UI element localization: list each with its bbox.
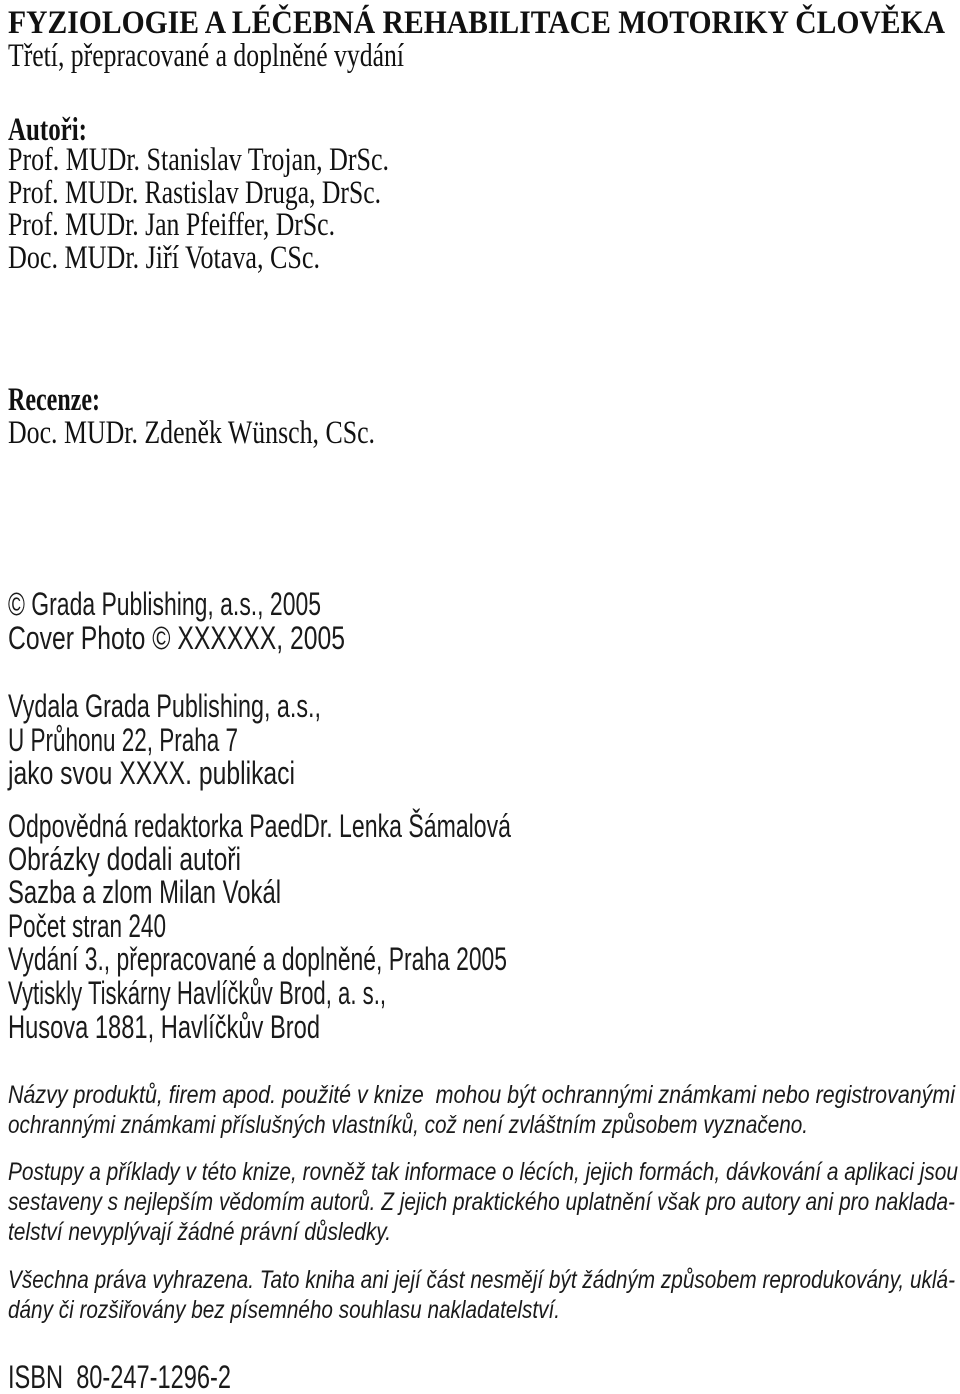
author-name: Prof. MUDr. Stanislav Trojan, DrSc. (8, 142, 389, 178)
reviewers-label: Recenze: (8, 382, 100, 418)
credit-line: Vytiskly Tiskárny Havlíčkův Brod, a. s., (8, 975, 386, 1011)
credit-line: Husova 1881, Havlíčkův Brod (8, 1009, 320, 1045)
credit-line: Vydání 3., přepracované a doplněné, Praha 2005 (8, 941, 507, 977)
notice-line: Postupy a příklady v této knize, rovněž tak informace o lécích, jejich formách, dávkování a aplikaci jsou (8, 1158, 958, 1186)
author-name: Doc. MUDr. Jiří Votava, CSc. (8, 240, 320, 276)
notice-line: ochrannými známkami příslušných vlastníků, což není zvláštním způsobem vyznačeno. (8, 1111, 808, 1139)
credit-line: Sazba a zlom Milan Vokál (8, 874, 281, 910)
notice-line: Všechna práva vyhrazena. Tato kniha ani její část nesmějí být žádným způsobem reprodukovány, uklá- (8, 1266, 955, 1294)
author-name: Prof. MUDr. Jan Pfeiffer, DrSc. (8, 207, 335, 243)
credit-line: Odpovědná redaktorka PaedDr. Lenka Šámalová (8, 808, 511, 844)
notice-line: dány či rozšiřovány bez písemného souhlasu nakladatelství. (8, 1296, 560, 1324)
edition-subtitle: Třetí, přepracované a doplněné vydání (8, 38, 404, 74)
notice-line: sestaveny s nejlepším vědomím autorů. Z jejich praktického uplatnění však pro autory ani pro naklada- (8, 1188, 955, 1216)
publisher-line: Vydala Grada Publishing, a.s., (8, 688, 321, 724)
copyright-line: Cover Photo © XXXXXX, 2005 (8, 620, 345, 656)
notice-line: Názvy produktů, firem apod. použité v knize mohou být ochrannými známkami nebo registrovanými (8, 1081, 955, 1109)
credit-line: Obrázky dodali autoři (8, 841, 241, 877)
reviewer-name: Doc. MUDr. Zdeněk Wünsch, CSc. (8, 415, 375, 451)
book-title: FYZIOLOGIE A LÉČEBNÁ REHABILITACE MOTORIKY ČLOVĚKA (8, 5, 945, 41)
credit-line: Počet stran 240 (8, 908, 166, 944)
publisher-line: U Průhonu 22, Praha 7 (8, 722, 238, 758)
author-name: Prof. MUDr. Rastislav Druga, DrSc. (8, 175, 381, 211)
publisher-line: jako svou XXXX. publikaci (8, 755, 295, 791)
authors-label: Autoři: (8, 112, 87, 148)
copyright-line: © Grada Publishing, a.s., 2005 (8, 586, 321, 622)
isbn: ISBN 80-247-1296-2 (8, 1359, 231, 1394)
notice-line: telství nevyplývají žádné právní důsledky. (8, 1218, 391, 1246)
